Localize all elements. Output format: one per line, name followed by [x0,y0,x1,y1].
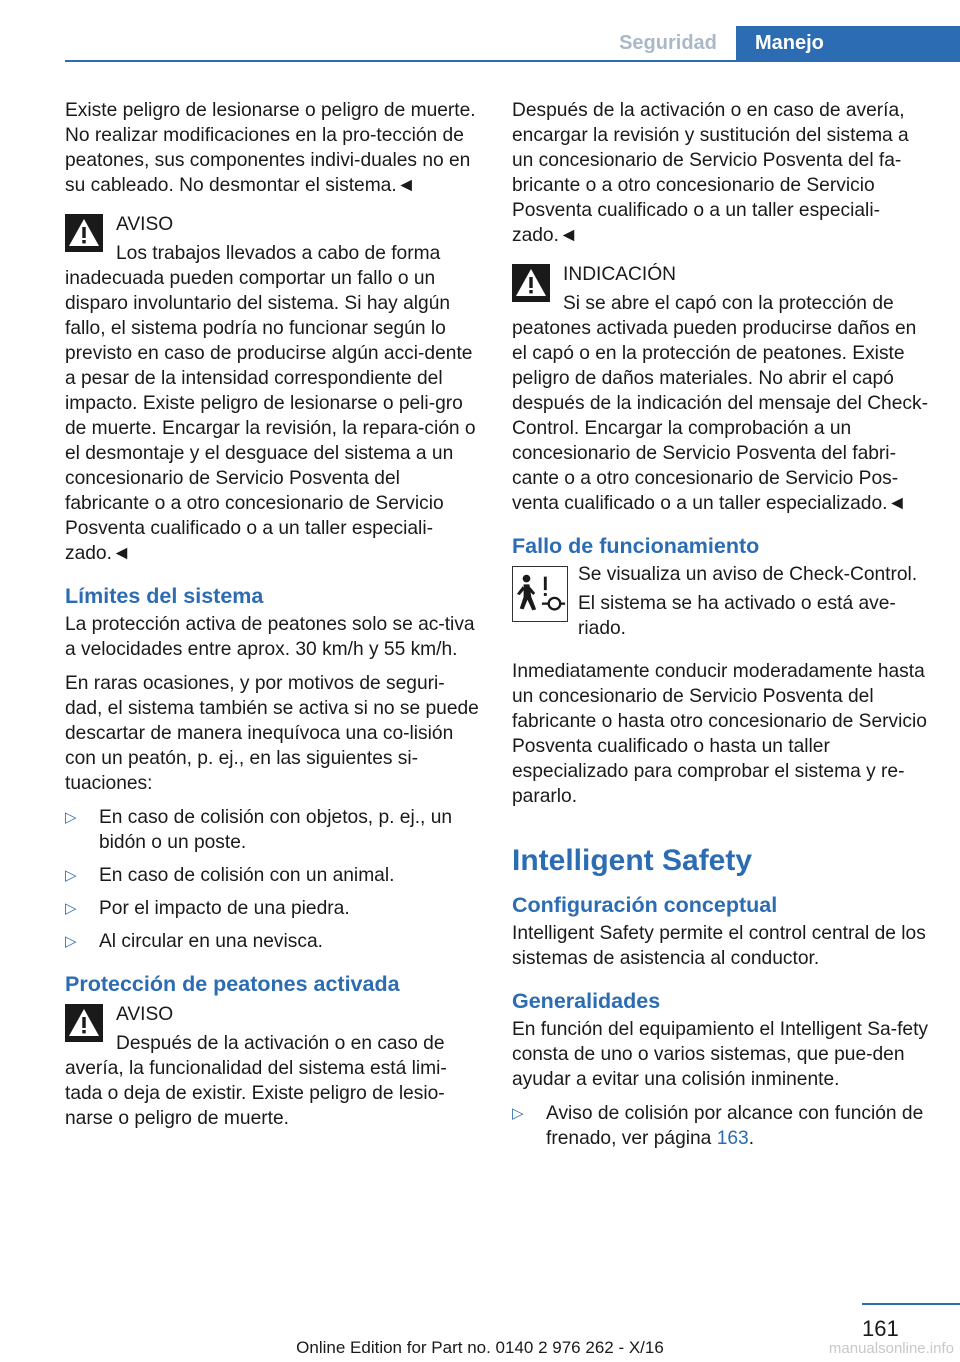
paragraph: En raras ocasiones, y por motivos de seguri-dad, el sistema también se activa si no se puede descartar de manera inequívoca una co-lisión con un peatón, p. ej., en las siguientes si-tuaciones: [65,673,479,794]
paragraph: La protección activa de peatones solo se ac-tiva a velocidades entre aprox. 30 km/h y 55 km/h. [65,614,475,660]
tab-manejo[interactable] [736,26,960,62]
paragraph: Existe peligro de lesionarse o peligro de muerte. No realizar modificaciones en la pro-tección de peatones, sus componentes indivi-duales no en su cableado. No desmontar el sistema.◄ [65,100,476,196]
left-column [65,98,481,1140]
footer-rule [862,1303,960,1305]
right-column [512,98,932,1159]
list-item-end: . [748,1128,755,1149]
warning-triangle-icon [65,1004,103,1042]
triangle-bullet-icon: ▷ [65,933,77,950]
heading-system-limits: Límites del sistema [65,584,264,608]
paragraph: En función del equipamiento el Intelligent Sa-fety consta de uno o varios sistemas, que pue-den ayudar a evitar una colisión inminente. [512,1019,928,1090]
list-item-text: Por el impacto de una piedra. [99,898,350,919]
notice-text: Si se abre el capó con la protección de peatones activada pueden producirse daños en el capó o en la protección de peatones. Existe peligro de daños materiales. No abrir el capó después de la indicación del mensaje del Check-Control. Encargar la comprobación a un concesionario de Servicio Posventa del fabri-cante o a otro concesionario de Servicio Pos-venta cualificado o a un taller especializado.◄ [512,293,928,514]
pedestrian-protection-warning-icon [512,566,568,622]
edition-note: Online Edition for Part no. 0140 2 976 262 - X/16 [296,1338,664,1357]
heading-concept: Configuración conceptual [512,893,778,917]
malfunction-block [512,562,932,650]
paragraph: Inmediatamente conducir moderadamente hasta un concesionario de Servicio Posventa del fabricante o hasta otro concesionario de Servicio Posventa cualificado o hasta un taller especializado para comprobar el sistema y re-pararlo. [512,661,927,807]
watermark: manualsonline.info [828,1340,954,1357]
list-item-text: En caso de colisión con objetos, p. ej., un bidón o un poste. [99,807,453,853]
page-number: 161 [862,1316,899,1341]
warning-box [65,212,481,566]
triangle-bullet-icon: ▷ [65,867,77,884]
heading-malfunction: Fallo de funcionamiento [512,534,760,558]
warning-triangle-icon [65,214,103,252]
list-item-text: En caso de colisión con un animal. [99,865,395,886]
paragraph: Después de la activación o en caso de avería, encargar la revisión y sustitución del sistema a un concesionario de Servicio Posventa del fa-bricante o a otro concesionario de Servicio Posventa cualificado o a un taller especiali-zado.◄ [512,100,909,246]
page-link[interactable]: 163 [716,1128,749,1149]
bullet-list [65,805,481,954]
list-item [512,1101,932,1151]
warning-text: Los trabajos llevados a cabo de forma inadecuada pueden comportar un fallo o un disparo involuntario del sistema. Si hay algún fallo, el sistema podría no funcionar según lo previsto en caso de producirse algún acci-dente a pesar de la intensidad correspondiente del impacto. Existe peligro de lesionarse o peli-gro de muerte. Encargar la revisión, la repara-ción o el desmontaje y el desguace del sistema a un concesionario de Servicio Posventa del fabricante o a otro concesionario de Servicio Posventa cualificado o a un taller especiali-zado.◄ [65,243,476,564]
notice-box [512,262,932,516]
tab-seguridad[interactable]: Seguridad [619,32,717,54]
list-item-text: Al circular en una nevisca. [99,931,323,952]
triangle-bullet-icon: ▷ [65,900,77,917]
list-item [65,805,481,855]
notice-title: INDICACIÓN [563,264,676,285]
list-item [65,863,481,888]
triangle-bullet-icon: ▷ [512,1105,524,1122]
warning-box [65,1002,481,1131]
header-rule [65,60,960,62]
malfunction-line-2: El sistema se ha activado o está ave-riado. [578,593,896,639]
warning-text: Después de la activación o en caso de avería, la funcionalidad del sistema está limi-tada o deja de existir. Existe peligro de lesio-narse o peligro de muerte. [65,1033,447,1129]
list-item-text: Aviso de colisión por alcance con función de frenado, ver página [546,1103,924,1149]
bullet-list [512,1101,932,1151]
triangle-bullet-icon: ▷ [65,809,77,826]
malfunction-line-1: Se visualiza un aviso de Check-Control. [578,564,918,585]
tab-manejo-label: Manejo [755,32,824,54]
warning-title: AVISO [116,1004,174,1025]
warning-triangle-icon [512,264,550,302]
paragraph: Intelligent Safety permite el control central de los sistemas de asistencia al conductor. [512,923,926,969]
list-item [65,929,481,954]
heading-general: Generalidades [512,989,661,1013]
list-item [65,896,481,921]
page-header [0,0,960,62]
heading-activated: Protección de peatones activada [65,972,400,996]
heading-intelligent-safety: Intelligent Safety [512,844,753,877]
warning-title: AVISO [116,214,174,235]
